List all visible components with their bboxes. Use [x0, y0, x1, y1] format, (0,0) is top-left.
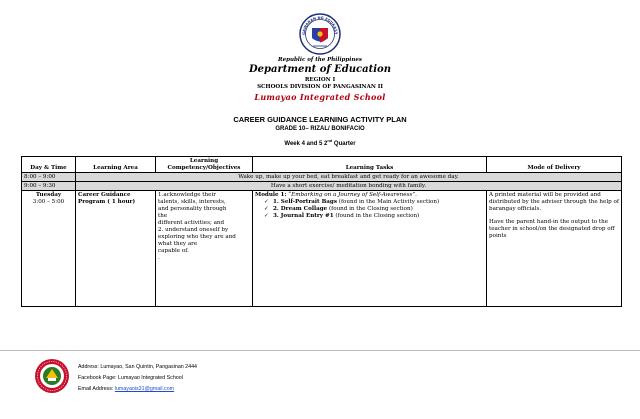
competency-line: 1.acknowledge their: [158, 191, 216, 198]
day-label: Tuesday: [35, 191, 62, 198]
header-day-time: Day & Time: [22, 157, 76, 173]
footer-email-label: Email Address:: [78, 386, 114, 392]
week-label: Week 4 and 5: [284, 141, 323, 147]
header-learning-tasks: Learning Tasks: [253, 157, 487, 173]
routine-time: 9:00 – 9:30: [22, 182, 76, 191]
footer-email-line: [78, 386, 174, 392]
competency-line: .: [158, 254, 160, 261]
plan-title: CAREER GUIDANCE LEARNING ACTIVITY PLAN: [233, 115, 407, 124]
competency-line: the: [158, 212, 168, 219]
delivery-text: Have the parent hand-in the output to the teacher in school/on the designated drop off points: [489, 218, 615, 239]
competency-line: what they are: [158, 240, 198, 247]
competency-line: 2. understand oneself by: [158, 226, 229, 233]
check-icon: ✓: [264, 205, 269, 212]
deped-seal-icon: [299, 13, 341, 55]
learning-tasks-cell: [253, 191, 487, 307]
table-header-row: [22, 157, 622, 173]
task-location: (found in the Closing section): [335, 212, 420, 219]
day-time-cell: [22, 191, 76, 307]
routine-time: 8:00 – 9:00: [22, 173, 76, 182]
schedule-row-tuesday: [22, 191, 622, 307]
competency-line: different activities; and: [158, 219, 225, 226]
quarter-number: 2: [324, 141, 328, 147]
footer-facebook: Facebook Page: Lumayao Integrated School: [78, 375, 183, 381]
check-icon: ✓: [264, 212, 269, 219]
header-competency: Learning Competency/Objectives: [156, 157, 253, 173]
grade-line: GRADE 10– RIZAL/ BONIFACIO: [275, 126, 365, 132]
module-title: “Embarking on a Journey of Self-Awareness”.: [288, 191, 417, 198]
region-line: REGION I: [304, 77, 336, 83]
footer-divider: [0, 350, 640, 351]
quarter-suffix: nd: [327, 138, 333, 143]
delivery-text: A printed material will be provided and distributed by the adviser through the help of barangay officials.: [489, 191, 619, 212]
task-name: 2. Dream Collage: [273, 205, 328, 212]
footer-address: Address: Lumayao, San Quintin, Pangasinan 2444: [78, 364, 197, 370]
list-item: [264, 205, 484, 213]
module-heading: [255, 192, 484, 199]
school-logo-icon: [34, 358, 70, 394]
routine-row: [22, 173, 622, 182]
delivery-cell: [487, 191, 622, 307]
competency-line: exploring who they are and: [158, 233, 236, 240]
learning-area-cell: Career Guidance Program ( 1 hour): [76, 191, 156, 307]
task-location: (found in the Main Activity section): [338, 198, 440, 205]
routine-text: Have a short exercise/ meditation bonding with family.: [76, 182, 622, 191]
header-mode-of-delivery: Mode of Delivery: [487, 157, 622, 173]
check-icon: ✓: [264, 198, 269, 205]
republic-line: Republic of the Philippines: [278, 57, 362, 63]
activity-plan-table: [21, 156, 622, 307]
task-name: 1. Self-Portrait Bags: [273, 198, 337, 205]
competency-cell: [156, 191, 253, 307]
module-label: Module 1:: [255, 191, 287, 198]
competency-line: capable of.: [158, 247, 189, 254]
routine-row: [22, 182, 622, 191]
seal-text: GAWARAN NG EDUKASY: [301, 15, 339, 36]
department-title: Department of Education: [249, 64, 391, 75]
task-location: (found in the Closing section): [328, 205, 413, 212]
footer-email-link[interactable]: lumayaois31@gmail.com: [114, 386, 175, 392]
task-list: [255, 199, 484, 220]
school-name: Lumayao Integrated School: [254, 92, 386, 102]
competency-line: talents, skills, interests,: [158, 198, 226, 205]
competency-line: and personality through: [158, 205, 227, 212]
quarter-label: Quarter: [333, 141, 356, 147]
division-line: SCHOOLS DIVISION OF PANGASINAN II: [257, 84, 383, 90]
list-item: [264, 198, 484, 206]
time-label: 3:00 – 5:00: [32, 198, 65, 205]
header-learning-area: Learning Area: [76, 157, 156, 173]
list-item: [264, 212, 484, 220]
week-line: [0, 138, 640, 147]
task-name: 3. Journal Entry #1: [273, 212, 334, 219]
routine-text: Wake up, make up your bed, eat breakfast and get ready for an awesome day.: [76, 173, 622, 182]
